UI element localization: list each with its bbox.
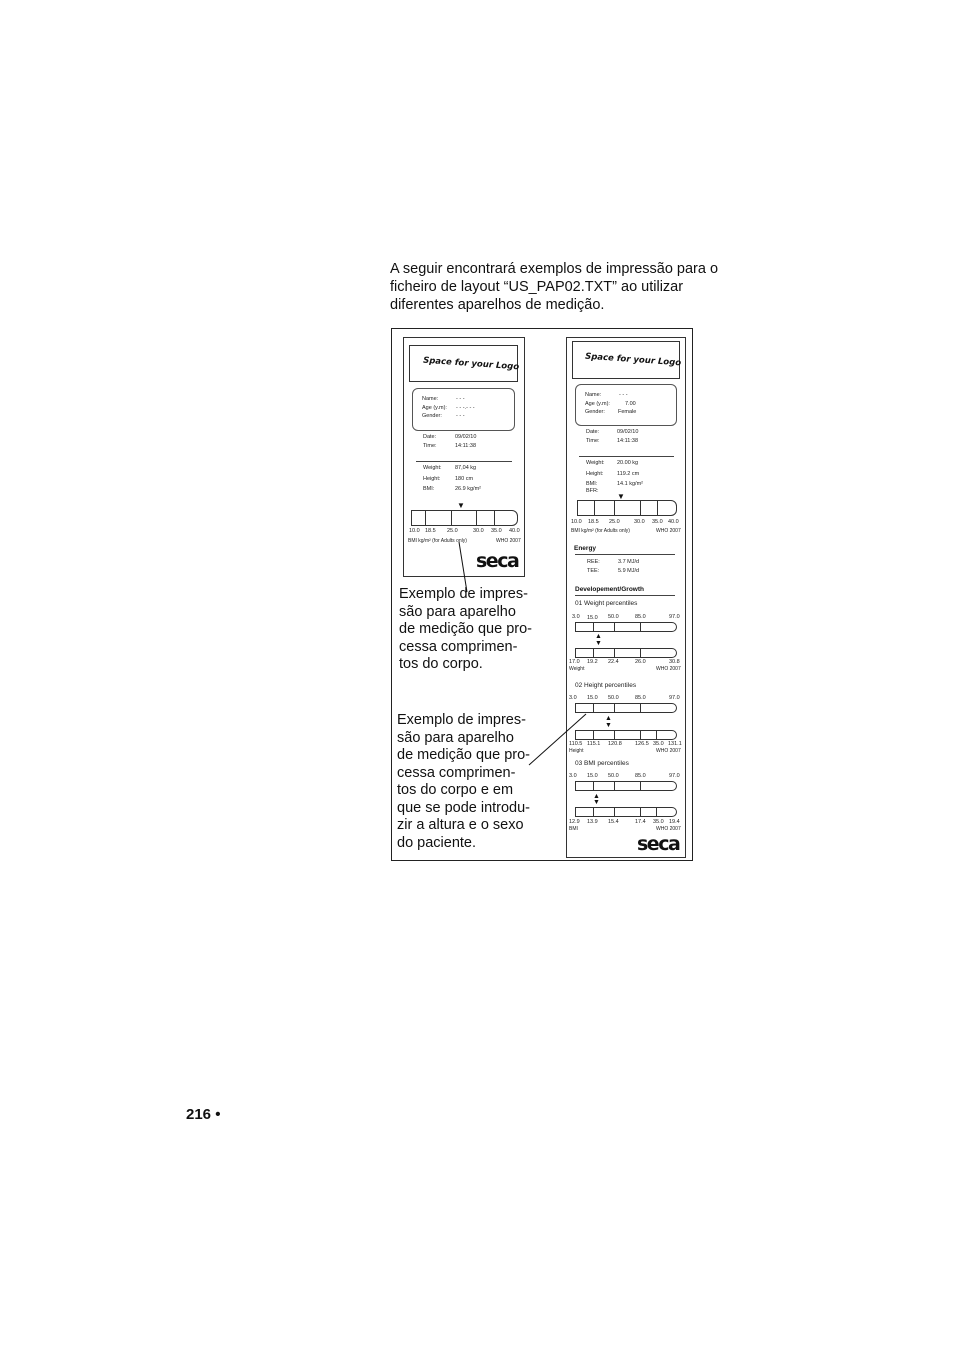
intro-line-3: diferentes aparelhos de medição. — [390, 297, 605, 313]
caption2-line: que se pode introdu- — [397, 799, 531, 816]
right-height-value: 119.2 cm — [617, 471, 640, 477]
bmi-pct-top-tick: 15.0 — [587, 773, 598, 779]
caption1-line: de medição que pro- — [399, 621, 532, 637]
left-time-label: Time: — [423, 443, 437, 449]
height-pct-source: WHO 2007 — [656, 748, 681, 754]
bmi-pct-bottom-tick: 13.9 — [587, 819, 598, 825]
height-pct-axis: Height — [569, 748, 584, 754]
right-scale-tick: 40.0 — [668, 519, 679, 525]
right-name-label: Name: — [585, 392, 602, 398]
weight-pct-top-tick: 97.0 — [669, 614, 680, 620]
intro-line-2: ficheiro de layout “US_PAP02.TXT” ao utilizar — [390, 279, 684, 295]
page-number: 216 • — [186, 1106, 221, 1123]
height-pct-bottom-tick: 35.0 — [653, 741, 664, 747]
left-seca-logo: seca — [476, 550, 519, 572]
left-scale-tick: 25.0 — [447, 528, 458, 534]
right-date-label: Date: — [586, 429, 600, 435]
bmi-pct-bottom-tick: 19.4 — [669, 819, 680, 825]
height-pct-top-tick: 50.0 — [608, 695, 619, 701]
tee-label: TEE: — [587, 568, 600, 574]
right-scale-tick: 10.0 — [571, 519, 582, 525]
height-pct-bottom-tick: 131.1 — [668, 741, 682, 747]
right-gender-label: Gender: — [585, 409, 605, 415]
caption2-line: cessa comprimen- — [397, 764, 516, 781]
left-date-label: Date: — [423, 434, 437, 440]
callout-line-1 — [459, 542, 467, 592]
right-weight-label: Weight: — [586, 460, 605, 466]
left-height-label: Height: — [423, 476, 441, 482]
right-bmi-value: 14.1 kg/m² — [617, 481, 643, 487]
left-height-value: 180 cm — [455, 476, 474, 482]
ree-label: REE: — [587, 559, 600, 565]
bmi-pct-top-tick: 85.0 — [635, 773, 646, 779]
bmi-pct-bottom-tick: 12.9 — [569, 819, 580, 825]
bmi-pct-bottom-tick: 17.4 — [635, 819, 646, 825]
right-date-value: 09/02/10 — [617, 429, 639, 435]
height-pct-top-tick: 97.0 — [669, 695, 680, 701]
left-date-value: 09/02/10 — [455, 434, 477, 440]
right-gender-value: Female — [618, 409, 637, 415]
energy-title: Energy — [574, 545, 597, 552]
weight-pct-top-tick: 15.0 — [587, 615, 598, 621]
bmi-pct-top-tick: 50.0 — [608, 773, 619, 779]
bmi-pct-top-tick: 97.0 — [669, 773, 680, 779]
right-time-label: Time: — [586, 438, 600, 444]
left-scale-tick: 35.0 — [491, 528, 502, 534]
left-name-label: Name: — [422, 396, 439, 402]
weight-pct-top-tick: 50.0 — [608, 614, 619, 620]
right-bfr-label: BFR: — [586, 488, 599, 494]
caption-right-printout — [397, 712, 530, 852]
right-scale-label: BMI kg/m² (for Adults only) — [571, 528, 630, 534]
left-scale-source: WHO 2007 — [496, 538, 521, 544]
right-age-label: Age (y.m): — [585, 401, 610, 407]
bmi-pct-bottom-tick: 15.4 — [608, 819, 619, 825]
right-age-value: 7.00 — [625, 401, 636, 407]
left-scale-tick: 30.0 — [473, 528, 484, 534]
caption1-line: tos do corpo. — [399, 656, 483, 672]
bmi-pct-top-tick: 3.0 — [569, 773, 577, 779]
height-pct-top-tick: 85.0 — [635, 695, 646, 701]
right-weight-value: 20.00 kg — [617, 460, 639, 466]
right-height-label: Height: — [586, 471, 604, 477]
right-bmi-marker-icon: ▼ — [617, 492, 625, 501]
caption1-line: são para aparelho — [399, 603, 516, 620]
weight-pct-bottom-tick: 17.0 — [569, 659, 580, 665]
bmi-pct-bottom-tick: 35.0 — [653, 819, 664, 825]
weight-pct-bottom-tick: 30.8 — [669, 659, 680, 665]
height-percentiles-title: 02 Height percentiles — [575, 682, 637, 689]
right-bmi-label: BMI: — [586, 481, 598, 487]
caption2-line: Exemplo de impres- — [397, 712, 526, 728]
left-logo-text: Space for your Logo — [422, 355, 520, 373]
left-weight-label: Weight: — [423, 465, 442, 471]
weight-pct-top-tick: 85.0 — [635, 614, 646, 620]
height-pct-bottom-tick: 110.5 — [569, 741, 583, 747]
growth-title: Developement/Growth — [575, 586, 644, 593]
right-time-value: 14:11:38 — [617, 438, 639, 444]
right-seca-logo: seca — [637, 833, 680, 855]
bmi-pct-axis: BMI — [569, 826, 578, 832]
right-logo-text: Space for your Logo — [584, 351, 682, 369]
caption2-line: zir a altura e o sexo — [397, 817, 524, 833]
left-weight-value: 87,04 kg — [455, 465, 477, 471]
left-gender-label: Gender: — [422, 413, 442, 419]
height-pct-top-tick: 3.0 — [569, 695, 577, 701]
left-bmi-label: BMI: — [423, 486, 435, 492]
left-bmi-value: 26.9 kg/m² — [455, 486, 481, 492]
caption2-line: de medição que pro- — [397, 747, 530, 763]
tee-value: 5.9 MJ/d — [618, 568, 640, 574]
left-scale-tick: 10.0 — [409, 528, 420, 534]
left-name-value: - - - — [456, 396, 465, 402]
height-pct-bottom-tick: 115.1 — [587, 741, 601, 747]
height-pct-top-tick: 15.0 — [587, 695, 598, 701]
right-scale-tick: 25.0 — [609, 519, 620, 525]
weight-pct-axis: Weight — [569, 666, 585, 672]
left-time-value: 14:11:38 — [455, 443, 477, 449]
weight-pct-bottom-tick: 26.0 — [635, 659, 646, 665]
right-scale-tick: 35.0 — [652, 519, 663, 525]
weight-pct-source: WHO 2007 — [656, 666, 681, 672]
bmi-percentiles-title: 03 BMI percentiles — [575, 760, 629, 767]
caption2-line: do paciente. — [397, 834, 477, 851]
right-scale-tick: 30.0 — [634, 519, 645, 525]
left-age-label: Age (y.m): — [422, 405, 447, 411]
height-pct-bottom-tick: 126.5 — [635, 741, 649, 747]
right-scale-source: WHO 2007 — [656, 528, 681, 534]
height-up-marker-icon: ▲ — [605, 715, 612, 722]
bmi-pct-source: WHO 2007 — [656, 826, 681, 832]
left-bmi-marker-icon: ▼ — [457, 501, 465, 510]
weight-pct-bottom-tick: 22.4 — [608, 659, 619, 665]
intro-line-1: A seguir encontrará exemplos de impressão para o — [390, 261, 719, 277]
weight-percentiles-title: 01 Weight percentiles — [575, 600, 638, 607]
weight-up-marker-icon: ▲ — [595, 633, 602, 640]
bmi-up-marker-icon: ▲ — [593, 793, 600, 800]
weight-pct-top-tick: 3.0 — [572, 614, 580, 620]
height-pct-bottom-tick: 120.8 — [608, 741, 622, 747]
weight-down-marker-icon: ▼ — [595, 640, 602, 647]
ree-value: 3.7 MJ/d — [618, 559, 640, 565]
bmi-down-marker-icon: ▼ — [593, 799, 600, 806]
right-scale-tick: 18.5 — [588, 519, 599, 525]
left-age-value: - - -.- - - — [456, 405, 475, 411]
callout-line-2 — [529, 714, 586, 765]
left-gender-value: - - - — [456, 413, 465, 419]
height-down-marker-icon: ▼ — [605, 722, 612, 729]
caption1-line: Exemplo de impres- — [399, 586, 528, 602]
right-name-value: - - - — [619, 392, 628, 398]
caption1-line: cessa comprimen- — [399, 638, 518, 655]
caption2-line: são para aparelho — [397, 729, 514, 746]
left-scale-tick: 40.0 — [509, 528, 520, 534]
caption-left-printout — [399, 586, 532, 674]
left-scale-label: BMI kg/m² (for Adults only) — [408, 538, 467, 544]
weight-pct-bottom-tick: 19.2 — [587, 659, 598, 665]
caption2-line: tos do corpo e em — [397, 782, 514, 798]
left-scale-tick: 18.5 — [425, 528, 436, 534]
